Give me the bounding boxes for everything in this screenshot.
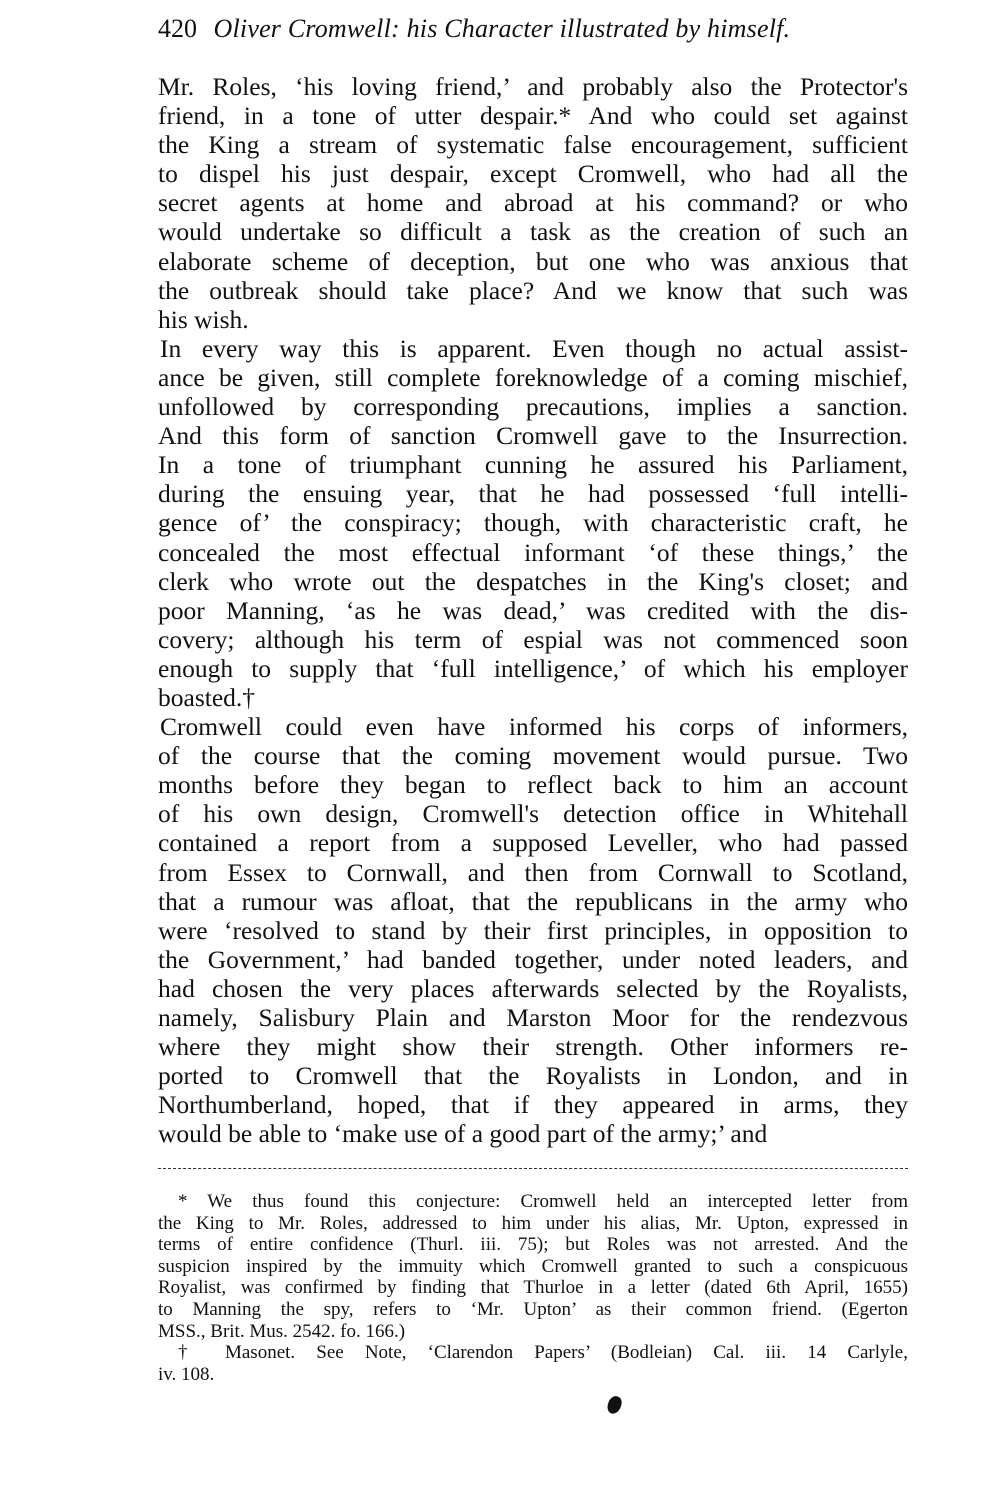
- running-title: Oliver Cromwell: his Character illustrated by himself.: [213, 14, 791, 43]
- footnote-line: Royalist, was confirmed by finding that Thurloe in a letter (dated 6th April, 1655): [158, 1277, 908, 1299]
- text-line: poor Manning, ‘as he was dead,’ was credited with the dis-: [158, 595, 908, 625]
- text-line: where they might show their strength. Other informers re-: [158, 1032, 908, 1062]
- text-line: would undertake so difficult a task as the creation of such an: [158, 217, 908, 247]
- footnote-line: terms of entire confidence (Thurl. iii. 75); but Roles was not arrested. And the: [158, 1234, 908, 1256]
- footnote: [158, 1191, 908, 1342]
- ink-blot: [605, 1394, 623, 1415]
- text-line: namely, Salisbury Plain and Marston Moor for the rendezvous: [158, 1003, 908, 1032]
- footnote-separator: [158, 1168, 908, 1169]
- text-line: that a rumour was afloat, that the republicans in the army who: [158, 886, 908, 916]
- footnotes: [158, 1191, 908, 1385]
- text-line: And this form of sanction Cromwell gave to the Insurrection.: [158, 421, 908, 451]
- footnote-line: † Masonet. See Note, ‘Clarendon Papers’ (Bodleian) Cal. iii. 14 Carlyle,: [178, 1342, 908, 1364]
- text-line: were ‘resolved to stand by their first principles, in opposition to: [158, 915, 908, 945]
- paragraph: [158, 72, 908, 334]
- text-line: covery; although his term of espial was not commenced soon: [158, 624, 908, 654]
- running-header: [158, 14, 918, 44]
- text-line: elaborate scheme of deception, but one who was anxious that: [158, 246, 908, 276]
- text-line: months before they began to reflect back to him an account: [158, 770, 908, 800]
- text-line: Mr. Roles, ‘his loving friend,’ and probably also the Protector's: [158, 72, 908, 101]
- text-line: to dispel his just despair, except Cromwell, who had all the: [158, 159, 908, 189]
- footnote: [158, 1342, 908, 1385]
- text-line: contained a report from a supposed Leveller, who had passed: [158, 828, 908, 858]
- text-line: concealed the most effectual informant ‘of these things,’ the: [158, 537, 908, 567]
- text-line: In every way this is apparent. Even though no actual assist-: [160, 333, 908, 363]
- page-number: 420: [158, 14, 197, 43]
- text-line: of his own design, Cromwell's detection office in Whitehall: [158, 799, 908, 829]
- text-line: friend, in a tone of utter despair.* And who could set against: [158, 101, 908, 131]
- text-line: In a tone of triumphant cunning he assured his Parliament,: [158, 450, 908, 480]
- footnote-line: * We thus found this conjecture: Cromwell held an intercepted letter from: [178, 1191, 908, 1212]
- text-line: Cromwell could even have informed his corps of informers,: [160, 712, 908, 742]
- footnote-line: MSS., Brit. Mus. 2542. fo. 166.): [158, 1320, 406, 1342]
- text-line: clerk who wrote out the despatches in the King's closet; and: [158, 566, 908, 596]
- text-line: secret agents at home and abroad at his command? or who: [158, 188, 908, 218]
- text-line: during the ensuing year, that he had possessed ‘full intelli-: [158, 479, 908, 509]
- text-line: the outbreak should take place? And we know that such was: [158, 275, 908, 305]
- text-line: his wish.: [158, 304, 249, 334]
- paragraph: [158, 712, 908, 1148]
- text-line: enough to supply that ‘full intelligence,’ of which his employer: [158, 653, 908, 683]
- text-line: gence of’ the conspiracy; though, with characteristic craft, he: [158, 508, 908, 538]
- text-line: boasted.†: [158, 682, 256, 712]
- text-line: Northumberland, hoped, that if they appeared in arms, they: [158, 1090, 908, 1120]
- text-line: the King a stream of systematic false encouragement, sufficient: [158, 130, 908, 160]
- text-line: from Essex to Cornwall, and then from Cornwall to Scotland,: [158, 857, 908, 887]
- text-line: ance be given, still complete foreknowledge of a coming mischief,: [158, 362, 908, 392]
- text-line: had chosen the very places afterwards selected by the Royalists,: [158, 973, 908, 1003]
- main-text: [158, 72, 908, 1148]
- footnote-line: suspicion inspired by the immuity which Cromwell granted to such a conspicuous: [158, 1255, 908, 1277]
- footnote-line: the King to Mr. Roles, addressed to him under his alias, Mr. Upton, expressed in: [158, 1212, 908, 1234]
- text-line: ported to Cromwell that the Royalists in London, and in: [158, 1061, 908, 1091]
- paragraph: [158, 334, 908, 712]
- footnote-line: to Manning the spy, refers to ‘Mr. Upton’ as their common friend. (Egerton: [158, 1298, 908, 1320]
- text-line: of the course that the coming movement would pursue. Two: [158, 741, 908, 771]
- text-line: would be able to ‘make use of a good part of the army;’ and: [158, 1119, 768, 1149]
- text-line: unfollowed by corresponding precautions, implies a sanction.: [158, 392, 908, 422]
- text-line: the Government,’ had banded together, under noted leaders, and: [158, 944, 908, 974]
- footnote-line: iv. 108.: [158, 1363, 215, 1385]
